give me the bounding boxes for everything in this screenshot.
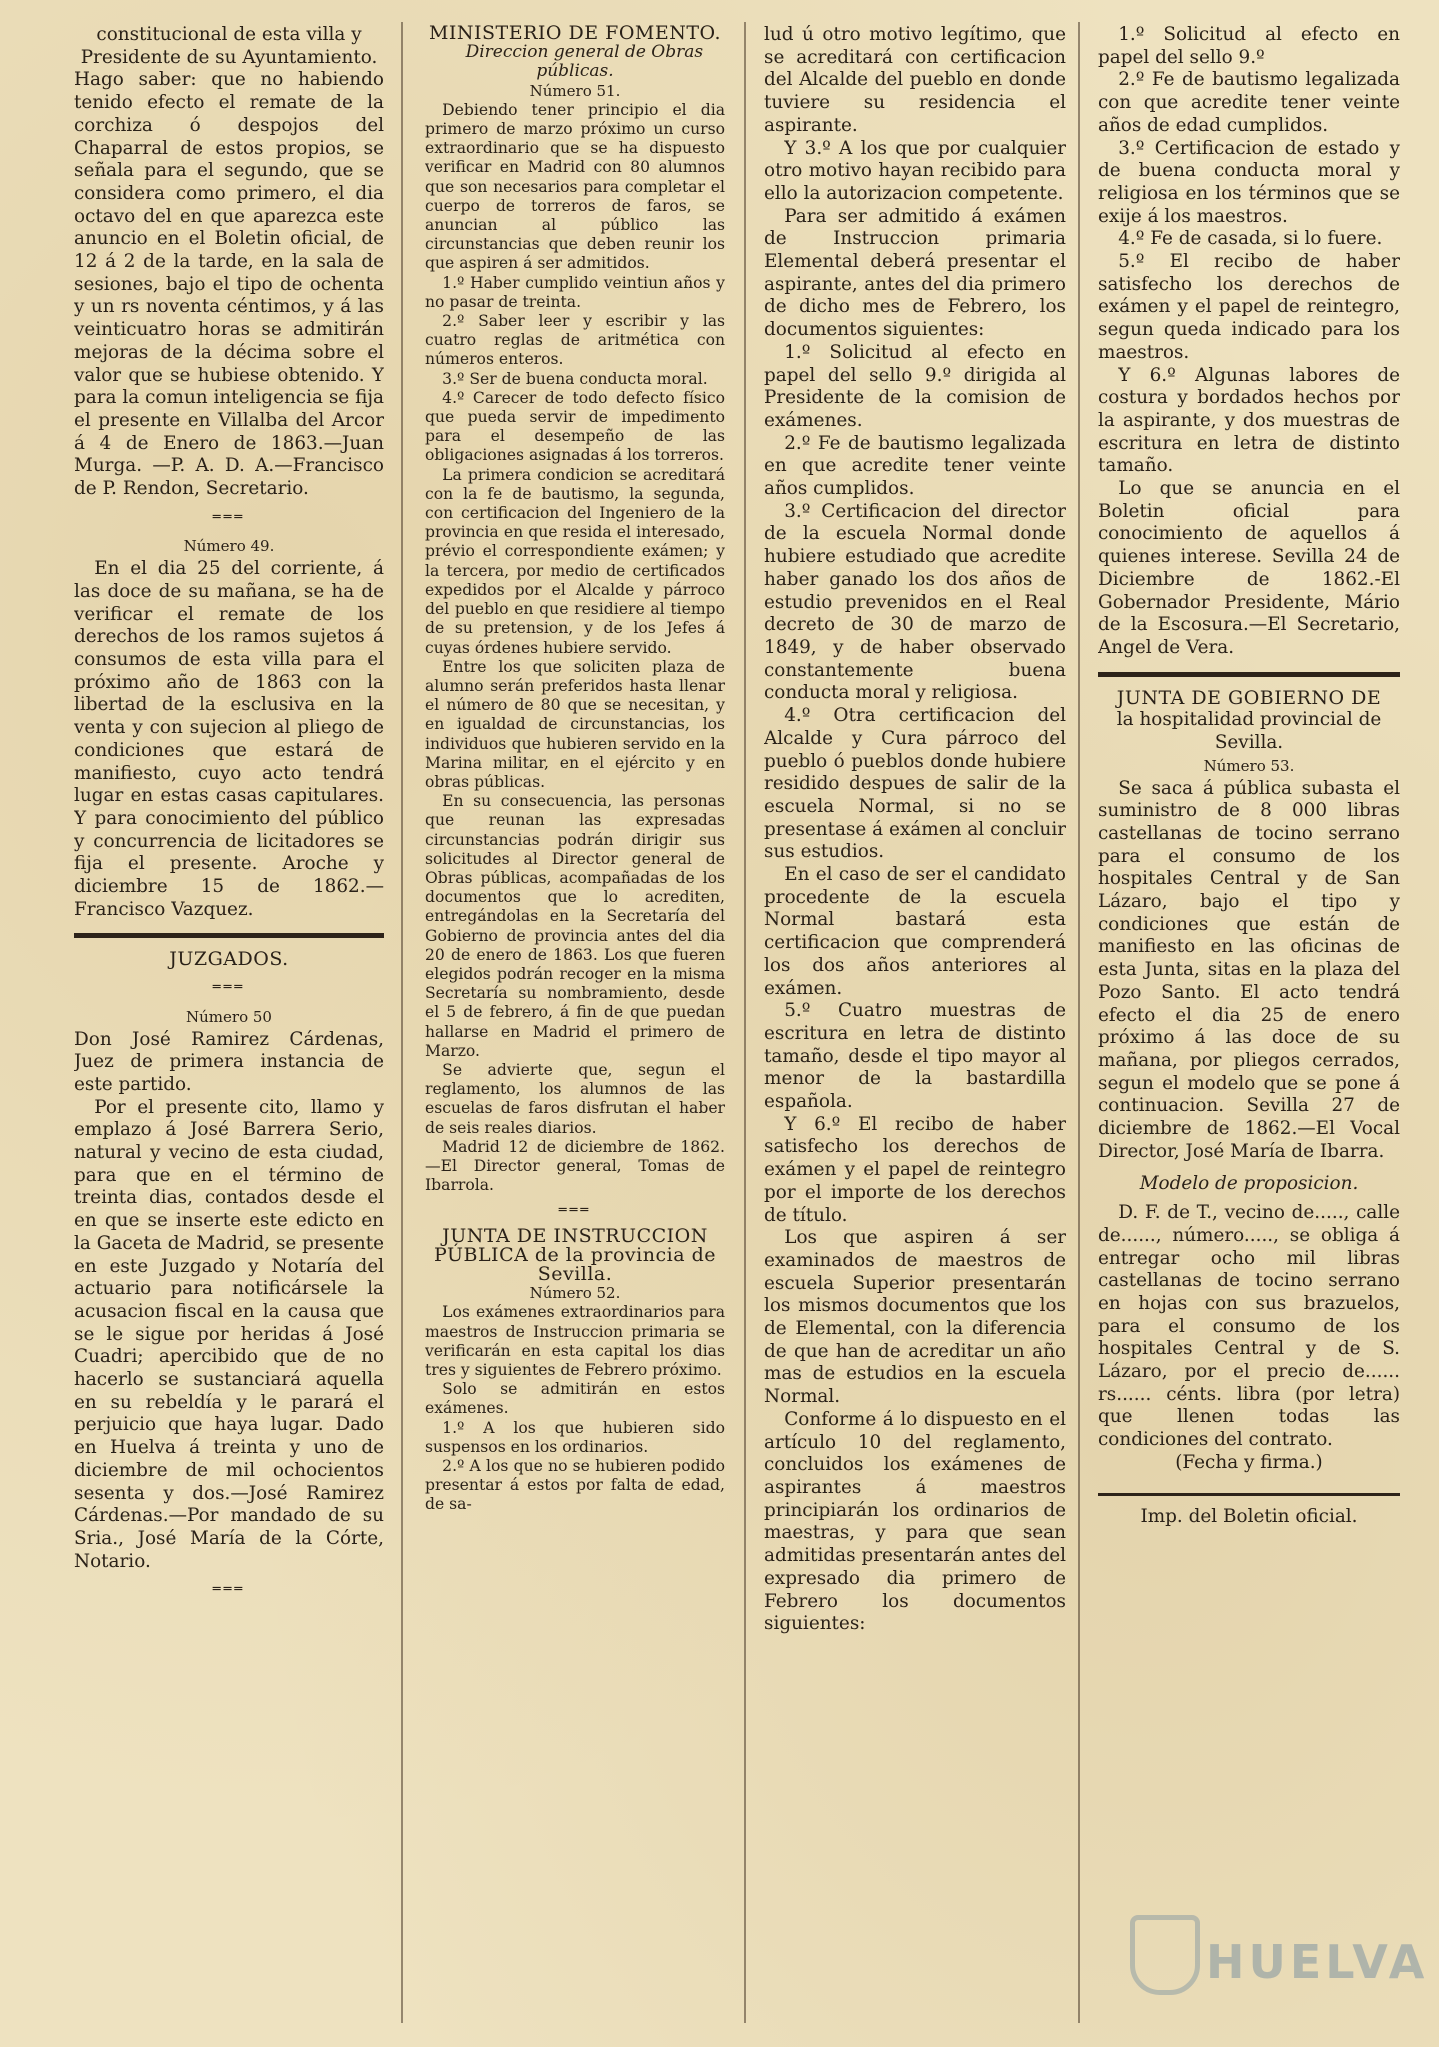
watermark-logo: [1130, 1905, 1430, 2015]
list-item: Y 6.º Algunas labores de costura y bordados hechos por la aspirante, y dos muestras de escritura en letra de distinto tamaño.: [1098, 364, 1400, 477]
ornament-divider: ═══: [212, 509, 246, 525]
column-rule: [1078, 22, 1080, 2023]
paragraph: La primera condicion se acreditará con la fe de bautismo, la segunda, con certificacion del Ingeniero de la provincia en que resida el interesado, prévio el correspondiente exámen; y la tercera, por medio de certificados expedidos por el Alcalde y párroco del pueblo en que residiere al tiempo de su pretension, y de los Jefes á cuyas órdenes hubiere servido.: [425, 465, 725, 657]
paragraph: Madrid 12 de diciembre de 1862. —El Director general, Tomas de Ibarrola.: [425, 1137, 725, 1195]
paragraph: Hago saber: que no habiendo tenido efecto el remate de la corchiza ó despojos del Chaparral de estos propios, se señala para el segundo, que se considera como primero, el dia octavo del en que aparezca este anuncio en el Boletin oficial, de 12 á 2 de la tarde, en la sala de sesiones, bajo el tipo de ochenta y un rs noventa céntimos, y á las veinticuatro horas se admitirán mejoras de la décima sobre el valor que se hubiese obtenido. Y para la comun inteligencia se fija el presente en Villalba del Arcor á 4 de Enero de 1863.—Juan Murga. —P. A. D. A.—Francisco de P. Rendon, Secretario.: [74, 69, 384, 500]
paragraph: Los exámenes extraordinarios para maestros de Instruccion primaria se verificarán en esta capital los dias tres y siguientes de Febrero próximo.: [425, 1303, 725, 1380]
section-rule: [1098, 1493, 1400, 1496]
paragraph: Entre los que soliciten plaza de alumno serán preferidos hasta llenar el número de 80 que se necesitan, y en igualdad de circunstancias, los individuos que hubieren servido en la Marina militar, en el ejército y en obras públicas.: [425, 657, 725, 791]
column-rule: [401, 22, 403, 2023]
notice-number: Número 51.: [529, 81, 621, 100]
list-item: 2.º Fe de bautismo legalizada en que acredite tener veinte años cumplidos.: [764, 432, 1066, 500]
list-item: 4.º Otra certificacion del Alcalde y Cura párroco del pueblo ó pueblos donde hubiere residido despues de salir de la escuela Normal, si no se presentase á exámen al concluir sus estudios.: [764, 705, 1066, 863]
shield-icon: [1130, 1915, 1200, 1995]
paragraph: Don José Ramirez Cárdenas, Juez de primera instancia de este partido.: [74, 1028, 384, 1095]
section-subheading: Direccion general de Obras públicas.: [465, 42, 704, 82]
paragraph: Se saca á pública subasta el suministro de 8 000 libras castellanas de tocino serrano para el consumo de los hospitales Central y de San Lázaro, bajo el tipo y condiciones que están de manifiesto en las oficinas de esta Junta, sitas en la plaza del Pozo Santo. El acto tendrá efecto el dia 25 de enero próximo á las doce de su mañana, por pliegos cerrados, segun el modelo que se pone á continuacion. Sevilla 27 de diciembre de 1862.—El Vocal Director, José María de Ibarra.: [1098, 777, 1400, 1162]
paragraph: D. F. de T., vecino de....., calle de......, número....., se obliga á entregar ocho mil libras castellanas de tocino serrano en hojas con sus brazuelos, para el consumo de los hospitales Central y de S. Lázaro, por el precio de...... rs...... cénts. libra (por letra) que llenen todas las condiciones del contrato.: [1098, 1202, 1400, 1451]
section-rule: [1098, 672, 1400, 677]
list-item: 5.º Cuatro muestras de escritura en letra de distinto tamaño, desde el tipo mayor al menor de la bastardilla española.: [764, 1000, 1066, 1113]
paragraph: Para ser admitido á exámen de Instruccion primaria Elemental deberá presentar el aspirante, antes del dia primero de dicho mes de Febrero, los documentos siguientes:: [764, 205, 1066, 341]
printer-imprint: Imp. del Boletin oficial.: [1140, 1505, 1358, 1527]
list-item: 4.º Fe de casada, si lo fuere.: [1118, 228, 1383, 250]
list-item: 5.º El recibo de haber satisfecho los derechos de exámen y el papel de reintegro, segun queda indicado para los maestros.: [1098, 251, 1400, 363]
section-heading: JUZGADOS.: [169, 948, 289, 971]
paragraph: Solo se admitirán en estos exámenes.: [425, 1380, 725, 1418]
notice-number: Número 52.: [529, 1284, 621, 1303]
paragraph: En su consecuencia, las personas que reunan las expresadas circunstancias podrán dirigir sus solicitudes al Director general de Obras públicas, acompañadas de los documentos que lo acrediten, entregándolas en la Secretaría del Gobierno de provincia antes del dia 20 de enero de 1863. Los que fueren elegidos podrán recoger en la misma Secretaría su nombramiento, desde el 5 de febrero, á fin de que puedan hallarse en Madrid el primero de Marzo.: [425, 792, 725, 1060]
list-item: Y 6.º El recibo de haber satisfecho los derechos de exámen y el papel de reintegro por el importe de los derechos de título.: [764, 1113, 1066, 1226]
paragraph: Debiendo tener principio el dia primero de marzo próximo un curso extraordinario que se ha dispuesto verificar en Madrid con 80 alumnos que son necesarios para completar el cuerpo de torreros de faros, se anuncian al público las circunstancias que deben reunir los que aspiren á ser admitidos.: [425, 100, 725, 273]
paragraph: Por el presente cito, llamo y emplazo á José Barrera Serio, natural y vecino de esta ciudad, para que en el término de treinta dias, contados desde el en que se inserte este edicto en la Gaceta de Madrid, se presente en este Juzgado y Notaría del actuario para notificársele la acusacion fiscal en la causa que se le sigue por heridas á José Cuadri; apercibido que de no hacerlo se sustanciará aquella en su rebeldía y le parará el perjuicio que haya lugar. Dado en Huelva á treinta y uno de diciembre de mil ochocientos sesenta y dos.—José Ramirez Cárdenas.—Por mandado de su Sria., José María de la Córte, Notario.: [74, 1096, 384, 1572]
notice-number: Número 53.: [1203, 756, 1295, 775]
ornament-divider: ═══: [212, 1582, 246, 1598]
list-item: 3.º Ser de buena conducta moral.: [442, 369, 708, 388]
section-rule: [74, 933, 384, 938]
paragraph: Se advierte que, segun el reglamento, los alumnos de las escuelas de faros disfrutan el haber de seis reales diarios.: [425, 1060, 725, 1137]
section-heading: MINISTERIO DE FOMENTO.: [428, 24, 722, 44]
column-3: [764, 24, 1066, 2027]
list-item: 2.º Saber leer y escribir y las cuatro reglas de aritmética con números enteros.: [425, 312, 725, 369]
notice-number: Número 49.: [183, 537, 275, 556]
ornament-divider: ═══: [558, 1203, 592, 1219]
paragraph: constitucional de esta villa y Presidente de su Ayuntamiento.: [80, 24, 378, 68]
list-item: 1.º Solicitud al efecto en papel del sello 9.º: [1098, 24, 1400, 68]
paragraph: Lo que se anuncia en el Boletin oficial para conocimiento de aquellos á quienes interese. Sevilla 24 de Diciembre de 1862.-El Gobernador Presidente, Mário de la Escosura.—El Secretario, Angel de Vera.: [1098, 478, 1400, 658]
paragraph: Los que aspiren á ser examinados de maestros de escuela Superior presentarán los mismos documentos que los de Elemental, con la diferencia de que han de acreditar un año mas de estudios en la escuela Normal.: [764, 1227, 1066, 1408]
section-heading: JUNTA DE INSTRUCCION PÚBLICA de la provincia de Sevilla.: [434, 1224, 716, 1285]
notice-number: Número 50: [186, 1007, 272, 1026]
column-4: [1098, 24, 1400, 2027]
list-item: 1.º A los que hubieren sido suspensos en los ordinarios.: [425, 1418, 725, 1456]
list-item: 1.º Haber cumplido veintiun años y no pasar de treinta.: [425, 273, 725, 311]
section-subheading: la hospitalidad provincial de Sevilla.: [1116, 709, 1382, 754]
list-item: 1.º Solicitud al efecto en papel del sello 9.º dirigida al Presidente de la comision de exámenes.: [764, 341, 1066, 431]
list-item: 3.º Certificacion del director de la escuela Normal donde hubiere estudiado que acredite haber ganado los dos años de estudio prevenidos en el Real decreto de 30 de marzo de 1849, y de haber observado constantemente buena conducta moral y religiosa.: [764, 500, 1066, 704]
list-item: 3.º Certificacion de estado y de buena conducta moral y religiosa en los términos que se exije á los maestros.: [1098, 137, 1400, 227]
model-heading: Modelo de proposicion.: [1139, 1173, 1359, 1195]
paragraph: En el caso de ser el candidato procedente de la escuela Normal bastará esta certificacion que comprenderá los dos años anteriores al exámen.: [764, 864, 1066, 999]
signature-line: (Fecha y firma.): [1175, 1451, 1323, 1473]
paragraph: En el dia 25 del corriente, á las doce de su mañana, se ha de verificar el remate de los derechos de los ramos sujetos á consumos de esta villa para el próximo año de 1863 con la libertad de la esclusiva en la venta y con sujecion al pliego de condiciones que estará de manifiesto, cuyo acto tendrá lugar en estas casas capitulares. Y para conocimiento del público y concurrencia de licitadores se fija el presente. Aroche y diciembre 15 de 1862.—Francisco Vazquez.: [74, 558, 384, 920]
section-heading: JUNTA DE GOBIERNO DE: [1116, 686, 1382, 709]
paragraph: Y 3.º A los que por cualquier otro motivo hayan recibido para ello la autorizacion competente.: [764, 137, 1066, 204]
column-2: [425, 24, 725, 2027]
column-rule: [744, 22, 746, 2023]
watermark-text: HUELVA: [1206, 1935, 1429, 1989]
ornament-divider: ═══: [212, 980, 246, 996]
list-item: 2.º Fe de bautismo legalizada con que acredite tener veinte años de edad cumplidos.: [1098, 69, 1400, 136]
paragraph: lud ú otro motivo legítimo, que se acreditará con certificacion del Alcalde del pueblo en donde tuviere su residencia el aspirante.: [764, 24, 1066, 136]
list-item: 2.º A los que no se hubieren podido presentar á estos por falta de edad, de sa-: [425, 1457, 725, 1514]
list-item: 4.º Carecer de todo defecto físico que pueda servir de impedimento para el desempeño de las obligaciones asignadas á los torreros.: [425, 388, 725, 465]
column-1: [74, 24, 384, 2027]
paragraph: Conforme á lo dispuesto en el artículo 10 del reglamento, concluidos los exámenes de aspirantes á maestros principiarán los ordinarios de maestras, y para que sean admitidas presentarán antes del expresado dia primero de Febrero los documentos siguientes:: [764, 1408, 1066, 1635]
